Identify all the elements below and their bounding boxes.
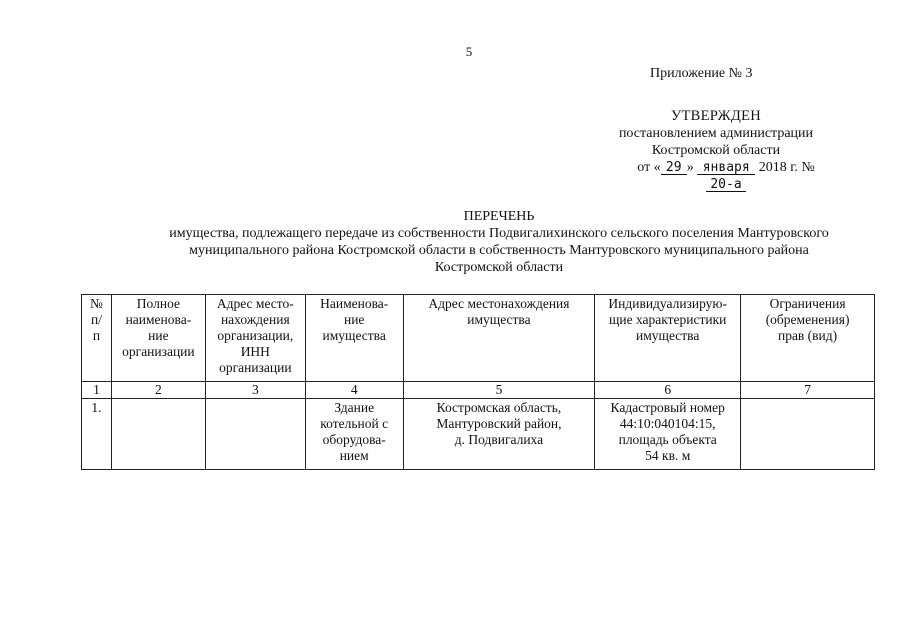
header-cell xyxy=(741,295,875,382)
header-cell xyxy=(205,295,305,382)
column-number-cell: 1 xyxy=(82,382,112,399)
header-cell xyxy=(111,295,205,382)
table-cell-line: Здание xyxy=(334,400,375,415)
header-cell-line: Ограничения xyxy=(769,296,846,311)
table-cell-line: д. Подвигалиха xyxy=(454,432,544,447)
date-quote-close: » xyxy=(686,160,694,175)
table-cell-line: Мантуровский район, xyxy=(436,416,562,431)
heading-line-2: муниципального района Костромской области в собственность Мантуровского муниципального района xyxy=(189,243,809,258)
header-cell-line: имущества xyxy=(636,328,700,343)
header-cell-line: щие характеристики xyxy=(608,312,727,327)
header-cell-line: нахождения xyxy=(220,312,290,327)
column-number-cell: 3 xyxy=(205,382,305,399)
document-heading xyxy=(40,208,902,276)
date-prefix: от « xyxy=(637,160,661,175)
header-cell-line: организации, xyxy=(217,328,294,343)
header-cell-line: Наименова- xyxy=(320,296,389,311)
table-cell-line: нием xyxy=(339,448,369,463)
header-cell xyxy=(403,295,595,382)
approval-block xyxy=(596,108,836,193)
date-month: января xyxy=(697,161,755,175)
table-cell-line: 54 кв. м xyxy=(645,448,691,463)
date-year: 2018 г. № xyxy=(758,160,815,175)
table-cell xyxy=(305,399,403,470)
page-number: 5 xyxy=(465,44,473,59)
table-cell xyxy=(741,399,875,470)
table-cell-line: 1. xyxy=(91,400,102,415)
header-cell-line: прав (вид) xyxy=(777,328,838,343)
table-header-row xyxy=(82,295,875,382)
header-cell-line: организации xyxy=(219,360,292,375)
decree-number: 20-а xyxy=(706,178,746,192)
table-row xyxy=(82,399,875,470)
header-cell-line: Адрес место- xyxy=(216,296,294,311)
column-number-cell: 6 xyxy=(595,382,741,399)
column-number-cell: 5 xyxy=(403,382,595,399)
table-cell xyxy=(205,399,305,470)
table-cell-line: Костромская область, xyxy=(436,400,562,415)
table-cell xyxy=(403,399,595,470)
header-cell-line: организации xyxy=(122,344,195,359)
table-cell xyxy=(82,399,112,470)
header-cell-line: (обременения) xyxy=(765,312,850,327)
table-cell-line: площадь объекта xyxy=(618,432,717,447)
header-cell-line: Индивидуализирую- xyxy=(608,296,728,311)
header-cell-line: п xyxy=(92,328,101,343)
header-cell-line: наименова- xyxy=(125,312,192,327)
table-cell-line: Кадастровый номер xyxy=(610,400,725,415)
heading-line-3: Костромской области xyxy=(434,260,564,275)
header-cell-line: ние xyxy=(343,312,365,327)
property-list-table xyxy=(81,294,875,470)
approval-title: УТВЕРЖДЕН xyxy=(670,108,762,124)
column-number-cell: 7 xyxy=(741,382,875,399)
approval-line-2: Костромской области xyxy=(651,143,781,158)
table-cell xyxy=(111,399,205,470)
table-cell xyxy=(595,399,741,470)
appendix-label: Приложение № 3 xyxy=(650,66,753,81)
header-cell xyxy=(595,295,741,382)
approval-line-1: постановлением администрации xyxy=(618,126,814,141)
column-number-row xyxy=(82,382,875,399)
header-cell-line: ИНН xyxy=(240,344,270,359)
header-cell xyxy=(305,295,403,382)
column-number-cell: 2 xyxy=(111,382,205,399)
heading-title: ПЕРЕЧЕНЬ xyxy=(463,209,535,224)
header-cell-line: Адрес местонахождения xyxy=(428,296,570,311)
heading-line-1: имущества, подлежащего передаче из собственности Подвигалихинского сельского поселения Мантуровского xyxy=(169,226,829,241)
header-cell-line: ние xyxy=(148,328,169,343)
table-cell-line: 44:10:040104:15, xyxy=(619,416,716,431)
header-cell-line: имущества xyxy=(322,328,386,343)
header-cell-line: № xyxy=(90,296,103,311)
header-cell xyxy=(82,295,112,382)
date-day: 29 xyxy=(661,161,687,175)
table-cell-line: котельной с xyxy=(320,416,389,431)
header-cell-line: Полное xyxy=(136,296,180,311)
table-cell-line: оборудова- xyxy=(322,432,386,447)
header-cell-line: п/ xyxy=(90,312,102,327)
header-cell-line: имущества xyxy=(467,312,531,327)
approval-date-line xyxy=(616,159,836,193)
column-number-cell: 4 xyxy=(305,382,403,399)
